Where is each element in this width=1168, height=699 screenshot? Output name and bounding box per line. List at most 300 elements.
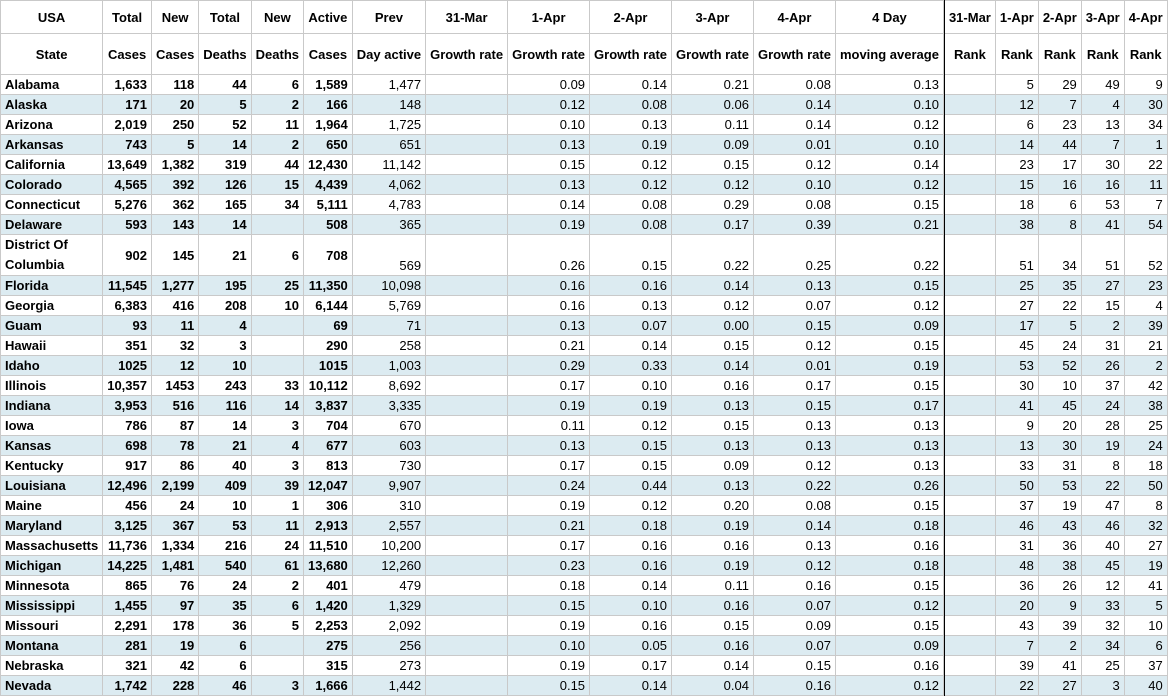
total-cases-cell[interactable]: 1,455 xyxy=(103,596,152,616)
rank-2-apr-cell[interactable]: 19 xyxy=(1038,496,1081,516)
total-deaths-cell[interactable]: 14 xyxy=(199,135,251,155)
total-deaths-cell[interactable]: 4 xyxy=(199,316,251,336)
rank-1-apr-cell[interactable]: 12 xyxy=(995,95,1038,115)
header-rank-31-mar-top[interactable]: 31-Mar xyxy=(944,1,995,34)
growth-1-apr-cell[interactable]: 0.19 xyxy=(508,656,590,676)
header-new-deaths-bottom[interactable]: Deaths xyxy=(251,34,303,75)
rank-31-mar-cell[interactable] xyxy=(944,476,995,496)
total-cases-cell[interactable]: 1,742 xyxy=(103,676,152,696)
active-cases-cell[interactable]: 677 xyxy=(304,436,353,456)
state-cell[interactable]: Kentucky xyxy=(1,456,103,476)
new-deaths-cell[interactable]: 4 xyxy=(251,436,303,456)
rank-1-apr-cell[interactable]: 23 xyxy=(995,155,1038,175)
rank-2-apr-cell[interactable]: 7 xyxy=(1038,95,1081,115)
rank-2-apr-cell[interactable]: 9 xyxy=(1038,596,1081,616)
total-deaths-cell[interactable]: 10 xyxy=(199,356,251,376)
rank-31-mar-cell[interactable] xyxy=(944,75,995,95)
growth-3-apr-cell[interactable]: 0.15 xyxy=(672,416,754,436)
growth-2-apr-cell[interactable]: 0.13 xyxy=(590,296,672,316)
four-day-avg-cell[interactable]: 0.18 xyxy=(835,516,943,536)
total-deaths-cell[interactable]: 3 xyxy=(199,336,251,356)
four-day-avg-cell[interactable]: 0.15 xyxy=(835,576,943,596)
rank-1-apr-cell[interactable]: 41 xyxy=(995,396,1038,416)
prev-day-active-cell[interactable]: 4,783 xyxy=(352,195,425,215)
rank-31-mar-cell[interactable] xyxy=(944,276,995,296)
rank-2-apr-cell[interactable]: 20 xyxy=(1038,416,1081,436)
new-cases-cell[interactable]: 516 xyxy=(151,396,198,416)
active-cases-cell[interactable]: 13,680 xyxy=(304,556,353,576)
rank-2-apr-cell[interactable]: 29 xyxy=(1038,75,1081,95)
growth-2-apr-cell[interactable]: 0.12 xyxy=(590,416,672,436)
rank-2-apr-cell[interactable]: 16 xyxy=(1038,175,1081,195)
new-deaths-cell[interactable]: 11 xyxy=(251,115,303,135)
new-deaths-cell[interactable]: 61 xyxy=(251,556,303,576)
growth-4-apr-cell[interactable]: 0.07 xyxy=(753,596,835,616)
rank-31-mar-cell[interactable] xyxy=(944,195,995,215)
active-cases-cell[interactable]: 306 xyxy=(304,496,353,516)
rank-1-apr-cell[interactable]: 51 xyxy=(995,235,1038,276)
state-cell[interactable]: Montana xyxy=(1,636,103,656)
new-cases-cell[interactable]: 76 xyxy=(151,576,198,596)
growth-3-apr-cell[interactable]: 0.17 xyxy=(672,215,754,235)
new-deaths-cell[interactable]: 3 xyxy=(251,676,303,696)
growth-3-apr-cell[interactable]: 0.09 xyxy=(672,456,754,476)
rank-4-apr-cell[interactable]: 42 xyxy=(1124,376,1167,396)
total-cases-cell[interactable]: 698 xyxy=(103,436,152,456)
rank-4-apr-cell[interactable]: 39 xyxy=(1124,316,1167,336)
growth-2-apr-cell[interactable]: 0.10 xyxy=(590,596,672,616)
rank-4-apr-cell[interactable]: 4 xyxy=(1124,296,1167,316)
header-state-bottom[interactable]: State xyxy=(1,34,103,75)
growth-4-apr-cell[interactable]: 0.07 xyxy=(753,636,835,656)
growth-1-apr-cell[interactable]: 0.19 xyxy=(508,496,590,516)
rank-1-apr-cell[interactable]: 38 xyxy=(995,215,1038,235)
growth-1-apr-cell[interactable]: 0.19 xyxy=(508,616,590,636)
new-cases-cell[interactable]: 1,382 xyxy=(151,155,198,175)
active-cases-cell[interactable]: 1,589 xyxy=(304,75,353,95)
four-day-avg-cell[interactable]: 0.14 xyxy=(835,155,943,175)
growth-1-apr-cell[interactable]: 0.16 xyxy=(508,276,590,296)
new-deaths-cell[interactable] xyxy=(251,316,303,336)
rank-4-apr-cell[interactable]: 24 xyxy=(1124,436,1167,456)
growth-31-mar-cell[interactable] xyxy=(426,175,508,195)
new-cases-cell[interactable]: 143 xyxy=(151,215,198,235)
rank-31-mar-cell[interactable] xyxy=(944,556,995,576)
new-deaths-cell[interactable]: 44 xyxy=(251,155,303,175)
active-cases-cell[interactable]: 6,144 xyxy=(304,296,353,316)
growth-1-apr-cell[interactable]: 0.12 xyxy=(508,95,590,115)
rank-3-apr-cell[interactable]: 33 xyxy=(1081,596,1124,616)
rank-1-apr-cell[interactable]: 14 xyxy=(995,135,1038,155)
four-day-avg-cell[interactable]: 0.16 xyxy=(835,536,943,556)
rank-2-apr-cell[interactable]: 52 xyxy=(1038,356,1081,376)
total-cases-cell[interactable]: 456 xyxy=(103,496,152,516)
rank-4-apr-cell[interactable]: 5 xyxy=(1124,596,1167,616)
rank-31-mar-cell[interactable] xyxy=(944,436,995,456)
rank-2-apr-cell[interactable]: 6 xyxy=(1038,195,1081,215)
state-cell[interactable]: Alabama xyxy=(1,75,103,95)
new-deaths-cell[interactable]: 6 xyxy=(251,596,303,616)
prev-day-active-cell[interactable]: 365 xyxy=(352,215,425,235)
rank-4-apr-cell[interactable]: 38 xyxy=(1124,396,1167,416)
state-cell[interactable]: Nevada xyxy=(1,676,103,696)
rank-3-apr-cell[interactable]: 47 xyxy=(1081,496,1124,516)
growth-3-apr-cell[interactable]: 0.21 xyxy=(672,75,754,95)
prev-day-active-cell[interactable]: 1,442 xyxy=(352,676,425,696)
rank-4-apr-cell[interactable]: 23 xyxy=(1124,276,1167,296)
growth-3-apr-cell[interactable]: 0.14 xyxy=(672,656,754,676)
total-cases-cell[interactable]: 4,565 xyxy=(103,175,152,195)
new-cases-cell[interactable]: 86 xyxy=(151,456,198,476)
growth-1-apr-cell[interactable]: 0.15 xyxy=(508,676,590,696)
rank-31-mar-cell[interactable] xyxy=(944,336,995,356)
growth-1-apr-cell[interactable]: 0.24 xyxy=(508,476,590,496)
growth-2-apr-cell[interactable]: 0.16 xyxy=(590,616,672,636)
four-day-avg-cell[interactable]: 0.21 xyxy=(835,215,943,235)
rank-31-mar-cell[interactable] xyxy=(944,496,995,516)
header-total-deaths-bottom[interactable]: Deaths xyxy=(199,34,251,75)
header-growth-4-apr-bottom[interactable]: Growth rate xyxy=(753,34,835,75)
growth-2-apr-cell[interactable]: 0.17 xyxy=(590,656,672,676)
new-deaths-cell[interactable]: 10 xyxy=(251,296,303,316)
rank-3-apr-cell[interactable]: 7 xyxy=(1081,135,1124,155)
rank-31-mar-cell[interactable] xyxy=(944,376,995,396)
total-deaths-cell[interactable]: 116 xyxy=(199,396,251,416)
prev-day-active-cell[interactable]: 569 xyxy=(352,235,425,276)
growth-31-mar-cell[interactable] xyxy=(426,155,508,175)
growth-4-apr-cell[interactable]: 0.12 xyxy=(753,336,835,356)
state-cell[interactable]: Georgia xyxy=(1,296,103,316)
rank-4-apr-cell[interactable]: 27 xyxy=(1124,536,1167,556)
prev-day-active-cell[interactable]: 1,329 xyxy=(352,596,425,616)
total-deaths-cell[interactable]: 21 xyxy=(199,436,251,456)
header-rank-3-apr-bottom[interactable]: Rank xyxy=(1081,34,1124,75)
new-deaths-cell[interactable]: 2 xyxy=(251,576,303,596)
growth-31-mar-cell[interactable] xyxy=(426,356,508,376)
rank-31-mar-cell[interactable] xyxy=(944,235,995,276)
new-cases-cell[interactable]: 250 xyxy=(151,115,198,135)
four-day-avg-cell[interactable]: 0.19 xyxy=(835,356,943,376)
new-cases-cell[interactable]: 392 xyxy=(151,175,198,195)
header-new-cases-top[interactable]: New xyxy=(151,1,198,34)
growth-31-mar-cell[interactable] xyxy=(426,336,508,356)
rank-1-apr-cell[interactable]: 37 xyxy=(995,496,1038,516)
state-cell[interactable]: Mississippi xyxy=(1,596,103,616)
growth-2-apr-cell[interactable]: 0.15 xyxy=(590,436,672,456)
total-deaths-cell[interactable]: 14 xyxy=(199,215,251,235)
rank-1-apr-cell[interactable]: 46 xyxy=(995,516,1038,536)
growth-3-apr-cell[interactable]: 0.16 xyxy=(672,376,754,396)
total-cases-cell[interactable]: 1,633 xyxy=(103,75,152,95)
growth-31-mar-cell[interactable] xyxy=(426,215,508,235)
rank-4-apr-cell[interactable]: 19 xyxy=(1124,556,1167,576)
growth-2-apr-cell[interactable]: 0.19 xyxy=(590,396,672,416)
rank-4-apr-cell[interactable]: 34 xyxy=(1124,115,1167,135)
active-cases-cell[interactable]: 4,439 xyxy=(304,175,353,195)
growth-2-apr-cell[interactable]: 0.15 xyxy=(590,456,672,476)
rank-2-apr-cell[interactable]: 34 xyxy=(1038,235,1081,276)
growth-4-apr-cell[interactable]: 0.16 xyxy=(753,576,835,596)
rank-4-apr-cell[interactable]: 6 xyxy=(1124,636,1167,656)
four-day-avg-cell[interactable]: 0.15 xyxy=(835,616,943,636)
growth-31-mar-cell[interactable] xyxy=(426,235,508,276)
four-day-avg-cell[interactable]: 0.09 xyxy=(835,636,943,656)
prev-day-active-cell[interactable]: 651 xyxy=(352,135,425,155)
growth-4-apr-cell[interactable]: 0.10 xyxy=(753,175,835,195)
growth-2-apr-cell[interactable]: 0.12 xyxy=(590,496,672,516)
growth-3-apr-cell[interactable]: 0.14 xyxy=(672,276,754,296)
rank-3-apr-cell[interactable]: 27 xyxy=(1081,276,1124,296)
rank-2-apr-cell[interactable]: 31 xyxy=(1038,456,1081,476)
rank-2-apr-cell[interactable]: 23 xyxy=(1038,115,1081,135)
new-cases-cell[interactable]: 78 xyxy=(151,436,198,456)
active-cases-cell[interactable]: 704 xyxy=(304,416,353,436)
rank-31-mar-cell[interactable] xyxy=(944,115,995,135)
growth-31-mar-cell[interactable] xyxy=(426,376,508,396)
growth-3-apr-cell[interactable]: 0.15 xyxy=(672,155,754,175)
growth-31-mar-cell[interactable] xyxy=(426,456,508,476)
prev-day-active-cell[interactable]: 1,477 xyxy=(352,75,425,95)
rank-2-apr-cell[interactable]: 26 xyxy=(1038,576,1081,596)
growth-1-apr-cell[interactable]: 0.14 xyxy=(508,195,590,215)
growth-2-apr-cell[interactable]: 0.08 xyxy=(590,95,672,115)
header-total-cases-bottom[interactable]: Cases xyxy=(103,34,152,75)
rank-4-apr-cell[interactable]: 22 xyxy=(1124,155,1167,175)
total-cases-cell[interactable]: 281 xyxy=(103,636,152,656)
growth-4-apr-cell[interactable]: 0.17 xyxy=(753,376,835,396)
state-cell[interactable]: Iowa xyxy=(1,416,103,436)
state-cell[interactable]: Michigan xyxy=(1,556,103,576)
growth-3-apr-cell[interactable]: 0.19 xyxy=(672,556,754,576)
prev-day-active-cell[interactable]: 256 xyxy=(352,636,425,656)
total-cases-cell[interactable]: 93 xyxy=(103,316,152,336)
active-cases-cell[interactable]: 12,430 xyxy=(304,155,353,175)
growth-1-apr-cell[interactable]: 0.13 xyxy=(508,175,590,195)
total-deaths-cell[interactable]: 40 xyxy=(199,456,251,476)
rank-2-apr-cell[interactable]: 43 xyxy=(1038,516,1081,536)
growth-2-apr-cell[interactable]: 0.16 xyxy=(590,536,672,556)
growth-2-apr-cell[interactable]: 0.12 xyxy=(590,155,672,175)
growth-4-apr-cell[interactable]: 0.08 xyxy=(753,496,835,516)
new-cases-cell[interactable]: 178 xyxy=(151,616,198,636)
header-active-cases-bottom[interactable]: Cases xyxy=(304,34,353,75)
rank-3-apr-cell[interactable]: 3 xyxy=(1081,676,1124,696)
growth-2-apr-cell[interactable]: 0.14 xyxy=(590,75,672,95)
total-cases-cell[interactable]: 11,545 xyxy=(103,276,152,296)
growth-1-apr-cell[interactable]: 0.18 xyxy=(508,576,590,596)
growth-3-apr-cell[interactable]: 0.16 xyxy=(672,536,754,556)
state-cell[interactable]: Florida xyxy=(1,276,103,296)
new-cases-cell[interactable]: 1453 xyxy=(151,376,198,396)
rank-1-apr-cell[interactable]: 53 xyxy=(995,356,1038,376)
total-deaths-cell[interactable]: 35 xyxy=(199,596,251,616)
growth-2-apr-cell[interactable]: 0.16 xyxy=(590,276,672,296)
active-cases-cell[interactable]: 2,253 xyxy=(304,616,353,636)
total-deaths-cell[interactable]: 44 xyxy=(199,75,251,95)
rank-3-apr-cell[interactable]: 8 xyxy=(1081,456,1124,476)
total-deaths-cell[interactable]: 5 xyxy=(199,95,251,115)
state-cell[interactable]: California xyxy=(1,155,103,175)
growth-31-mar-cell[interactable] xyxy=(426,576,508,596)
new-cases-cell[interactable]: 5 xyxy=(151,135,198,155)
growth-4-apr-cell[interactable]: 0.16 xyxy=(753,676,835,696)
total-deaths-cell[interactable]: 165 xyxy=(199,195,251,215)
rank-4-apr-cell[interactable]: 50 xyxy=(1124,476,1167,496)
growth-31-mar-cell[interactable] xyxy=(426,616,508,636)
new-deaths-cell[interactable]: 6 xyxy=(251,235,303,276)
active-cases-cell[interactable]: 2,913 xyxy=(304,516,353,536)
rank-2-apr-cell[interactable]: 27 xyxy=(1038,676,1081,696)
new-deaths-cell[interactable]: 2 xyxy=(251,95,303,115)
state-cell[interactable]: Nebraska xyxy=(1,656,103,676)
rank-3-apr-cell[interactable]: 26 xyxy=(1081,356,1124,376)
state-cell[interactable]: Hawaii xyxy=(1,336,103,356)
rank-2-apr-cell[interactable]: 36 xyxy=(1038,536,1081,556)
active-cases-cell[interactable]: 708 xyxy=(304,235,353,276)
header-rank-1-apr-bottom[interactable]: Rank xyxy=(995,34,1038,75)
rank-2-apr-cell[interactable]: 5 xyxy=(1038,316,1081,336)
growth-4-apr-cell[interactable]: 0.14 xyxy=(753,115,835,135)
rank-1-apr-cell[interactable]: 17 xyxy=(995,316,1038,336)
rank-3-apr-cell[interactable]: 40 xyxy=(1081,536,1124,556)
rank-3-apr-cell[interactable]: 16 xyxy=(1081,175,1124,195)
four-day-avg-cell[interactable]: 0.16 xyxy=(835,656,943,676)
growth-3-apr-cell[interactable]: 0.11 xyxy=(672,115,754,135)
prev-day-active-cell[interactable]: 1,725 xyxy=(352,115,425,135)
growth-4-apr-cell[interactable]: 0.14 xyxy=(753,95,835,115)
new-deaths-cell[interactable]: 1 xyxy=(251,496,303,516)
growth-3-apr-cell[interactable]: 0.29 xyxy=(672,195,754,215)
growth-3-apr-cell[interactable]: 0.15 xyxy=(672,616,754,636)
rank-3-apr-cell[interactable]: 34 xyxy=(1081,636,1124,656)
growth-1-apr-cell[interactable]: 0.17 xyxy=(508,376,590,396)
growth-4-apr-cell[interactable]: 0.07 xyxy=(753,296,835,316)
rank-31-mar-cell[interactable] xyxy=(944,536,995,556)
header-rank-2-apr-bottom[interactable]: Rank xyxy=(1038,34,1081,75)
rank-2-apr-cell[interactable]: 44 xyxy=(1038,135,1081,155)
new-cases-cell[interactable]: 118 xyxy=(151,75,198,95)
growth-3-apr-cell[interactable]: 0.16 xyxy=(672,636,754,656)
rank-1-apr-cell[interactable]: 39 xyxy=(995,656,1038,676)
growth-2-apr-cell[interactable]: 0.14 xyxy=(590,576,672,596)
state-cell[interactable]: Maryland xyxy=(1,516,103,536)
total-deaths-cell[interactable]: 319 xyxy=(199,155,251,175)
four-day-avg-cell[interactable]: 0.12 xyxy=(835,596,943,616)
growth-1-apr-cell[interactable]: 0.19 xyxy=(508,396,590,416)
total-deaths-cell[interactable]: 14 xyxy=(199,416,251,436)
growth-3-apr-cell[interactable]: 0.12 xyxy=(672,296,754,316)
four-day-avg-cell[interactable]: 0.15 xyxy=(835,276,943,296)
growth-4-apr-cell[interactable]: 0.15 xyxy=(753,316,835,336)
header-rank-1-apr-top[interactable]: 1-Apr xyxy=(995,1,1038,34)
rank-3-apr-cell[interactable]: 22 xyxy=(1081,476,1124,496)
rank-1-apr-cell[interactable]: 5 xyxy=(995,75,1038,95)
growth-2-apr-cell[interactable]: 0.19 xyxy=(590,135,672,155)
total-deaths-cell[interactable]: 21 xyxy=(199,235,251,276)
growth-2-apr-cell[interactable]: 0.18 xyxy=(590,516,672,536)
growth-31-mar-cell[interactable] xyxy=(426,436,508,456)
new-deaths-cell[interactable]: 14 xyxy=(251,396,303,416)
growth-3-apr-cell[interactable]: 0.16 xyxy=(672,596,754,616)
growth-1-apr-cell[interactable]: 0.23 xyxy=(508,556,590,576)
rank-2-apr-cell[interactable]: 53 xyxy=(1038,476,1081,496)
header-new-deaths-top[interactable]: New xyxy=(251,1,303,34)
growth-1-apr-cell[interactable]: 0.21 xyxy=(508,516,590,536)
total-cases-cell[interactable]: 171 xyxy=(103,95,152,115)
four-day-avg-cell[interactable]: 0.15 xyxy=(835,195,943,215)
total-cases-cell[interactable]: 2,291 xyxy=(103,616,152,636)
growth-31-mar-cell[interactable] xyxy=(426,115,508,135)
header-rank-4-apr-top[interactable]: 4-Apr xyxy=(1124,1,1167,34)
growth-1-apr-cell[interactable]: 0.29 xyxy=(508,356,590,376)
growth-2-apr-cell[interactable]: 0.08 xyxy=(590,215,672,235)
rank-31-mar-cell[interactable] xyxy=(944,316,995,336)
growth-2-apr-cell[interactable]: 0.08 xyxy=(590,195,672,215)
new-cases-cell[interactable]: 11 xyxy=(151,316,198,336)
growth-31-mar-cell[interactable] xyxy=(426,296,508,316)
total-deaths-cell[interactable]: 195 xyxy=(199,276,251,296)
four-day-avg-cell[interactable]: 0.10 xyxy=(835,95,943,115)
rank-3-apr-cell[interactable]: 49 xyxy=(1081,75,1124,95)
total-deaths-cell[interactable]: 46 xyxy=(199,676,251,696)
new-deaths-cell[interactable] xyxy=(251,656,303,676)
growth-4-apr-cell[interactable]: 0.09 xyxy=(753,616,835,636)
total-deaths-cell[interactable]: 126 xyxy=(199,175,251,195)
rank-31-mar-cell[interactable] xyxy=(944,155,995,175)
total-deaths-cell[interactable]: 540 xyxy=(199,556,251,576)
new-cases-cell[interactable]: 87 xyxy=(151,416,198,436)
growth-4-apr-cell[interactable]: 0.12 xyxy=(753,155,835,175)
total-cases-cell[interactable]: 2,019 xyxy=(103,115,152,135)
new-cases-cell[interactable]: 19 xyxy=(151,636,198,656)
rank-3-apr-cell[interactable]: 51 xyxy=(1081,235,1124,276)
prev-day-active-cell[interactable]: 4,062 xyxy=(352,175,425,195)
prev-day-active-cell[interactable]: 2,557 xyxy=(352,516,425,536)
header-rank-3-apr-top[interactable]: 3-Apr xyxy=(1081,1,1124,34)
rank-31-mar-cell[interactable] xyxy=(944,616,995,636)
rank-31-mar-cell[interactable] xyxy=(944,456,995,476)
growth-3-apr-cell[interactable]: 0.11 xyxy=(672,576,754,596)
prev-day-active-cell[interactable]: 10,200 xyxy=(352,536,425,556)
growth-3-apr-cell[interactable]: 0.09 xyxy=(672,135,754,155)
growth-2-apr-cell[interactable]: 0.15 xyxy=(590,235,672,276)
new-cases-cell[interactable]: 97 xyxy=(151,596,198,616)
four-day-avg-cell[interactable]: 0.17 xyxy=(835,396,943,416)
total-cases-cell[interactable]: 786 xyxy=(103,416,152,436)
rank-3-apr-cell[interactable]: 45 xyxy=(1081,556,1124,576)
new-cases-cell[interactable]: 145 xyxy=(151,235,198,276)
growth-31-mar-cell[interactable] xyxy=(426,636,508,656)
growth-1-apr-cell[interactable]: 0.13 xyxy=(508,316,590,336)
rank-4-apr-cell[interactable]: 37 xyxy=(1124,656,1167,676)
growth-3-apr-cell[interactable]: 0.13 xyxy=(672,476,754,496)
rank-2-apr-cell[interactable]: 2 xyxy=(1038,636,1081,656)
state-cell[interactable]: Kansas xyxy=(1,436,103,456)
header-growth-3-apr-top[interactable]: 3-Apr xyxy=(672,1,754,34)
header-new-cases-bottom[interactable]: Cases xyxy=(151,34,198,75)
rank-1-apr-cell[interactable]: 36 xyxy=(995,576,1038,596)
new-deaths-cell[interactable] xyxy=(251,356,303,376)
new-cases-cell[interactable]: 2,199 xyxy=(151,476,198,496)
new-cases-cell[interactable]: 367 xyxy=(151,516,198,536)
rank-1-apr-cell[interactable]: 45 xyxy=(995,336,1038,356)
total-deaths-cell[interactable]: 53 xyxy=(199,516,251,536)
four-day-avg-cell[interactable]: 0.13 xyxy=(835,436,943,456)
active-cases-cell[interactable]: 166 xyxy=(304,95,353,115)
rank-4-apr-cell[interactable]: 7 xyxy=(1124,195,1167,215)
rank-1-apr-cell[interactable]: 33 xyxy=(995,456,1038,476)
growth-1-apr-cell[interactable]: 0.13 xyxy=(508,436,590,456)
